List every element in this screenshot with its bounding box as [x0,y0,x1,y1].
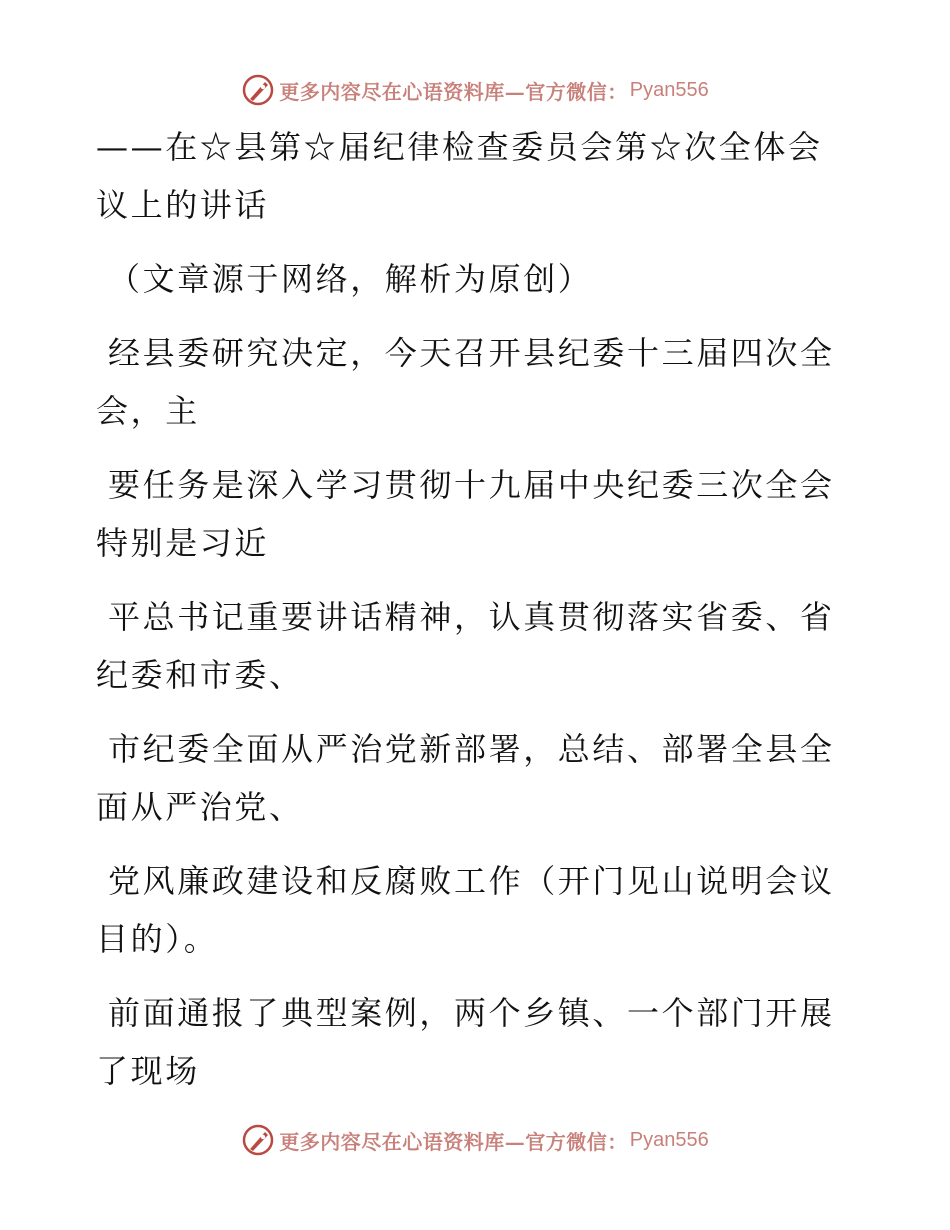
paragraph [96,720,836,836]
paragraph [96,852,836,968]
text-line: 平总书记重要讲话精神，认真贯彻落实省委、省 [108,598,835,636]
watermark-wechat-id: Pyan556 [629,78,709,101]
paragraph-source-note [96,250,836,308]
paragraph [96,588,836,704]
watermark-text: 更多内容尽在心语资料库—官方微信： [279,1129,628,1154]
header-watermark [0,72,950,108]
text-line: （文章源于网络，解析为原创） [108,260,593,298]
watermark-wechat-id: Pyan556 [629,1128,709,1151]
paragraph [96,984,836,1100]
text-line: 要任务是深入学习贯彻十九届中央纪委三次全会 [108,466,835,504]
text-line: 经县委研究决定，今天召开县纪委十三届四次全 [108,334,835,372]
text-line: 会，主 [96,392,200,430]
text-line: 市纪委全面从严治党新部署，总结、部署全县全 [108,730,835,768]
text-line: 议上的讲话 [96,186,270,224]
quill-pen-logo-icon [241,1123,275,1157]
text-line: 前面通报了典型案例，两个乡镇、一个部门开展 [108,994,835,1032]
paragraph [96,456,836,572]
text-line: ——在☆县第☆届纪律检查委员会第☆次全体会 [96,128,823,166]
text-line: 纪委和市委、 [96,656,304,694]
text-line: 了现场 [96,1052,200,1090]
paragraph [96,324,836,440]
paragraph-title [96,118,836,234]
text-line: 面从严治党、 [96,788,304,826]
text-line: 党风廉政建设和反腐败工作（开门见山说明会议 [108,862,835,900]
footer-watermark [0,1122,950,1158]
quill-pen-logo-icon [241,73,275,107]
watermark-text: 更多内容尽在心语资料库—官方微信： [279,79,628,104]
document-body [96,118,836,1100]
text-line: 目的）。 [96,920,219,958]
text-line: 特别是习近 [96,524,270,562]
